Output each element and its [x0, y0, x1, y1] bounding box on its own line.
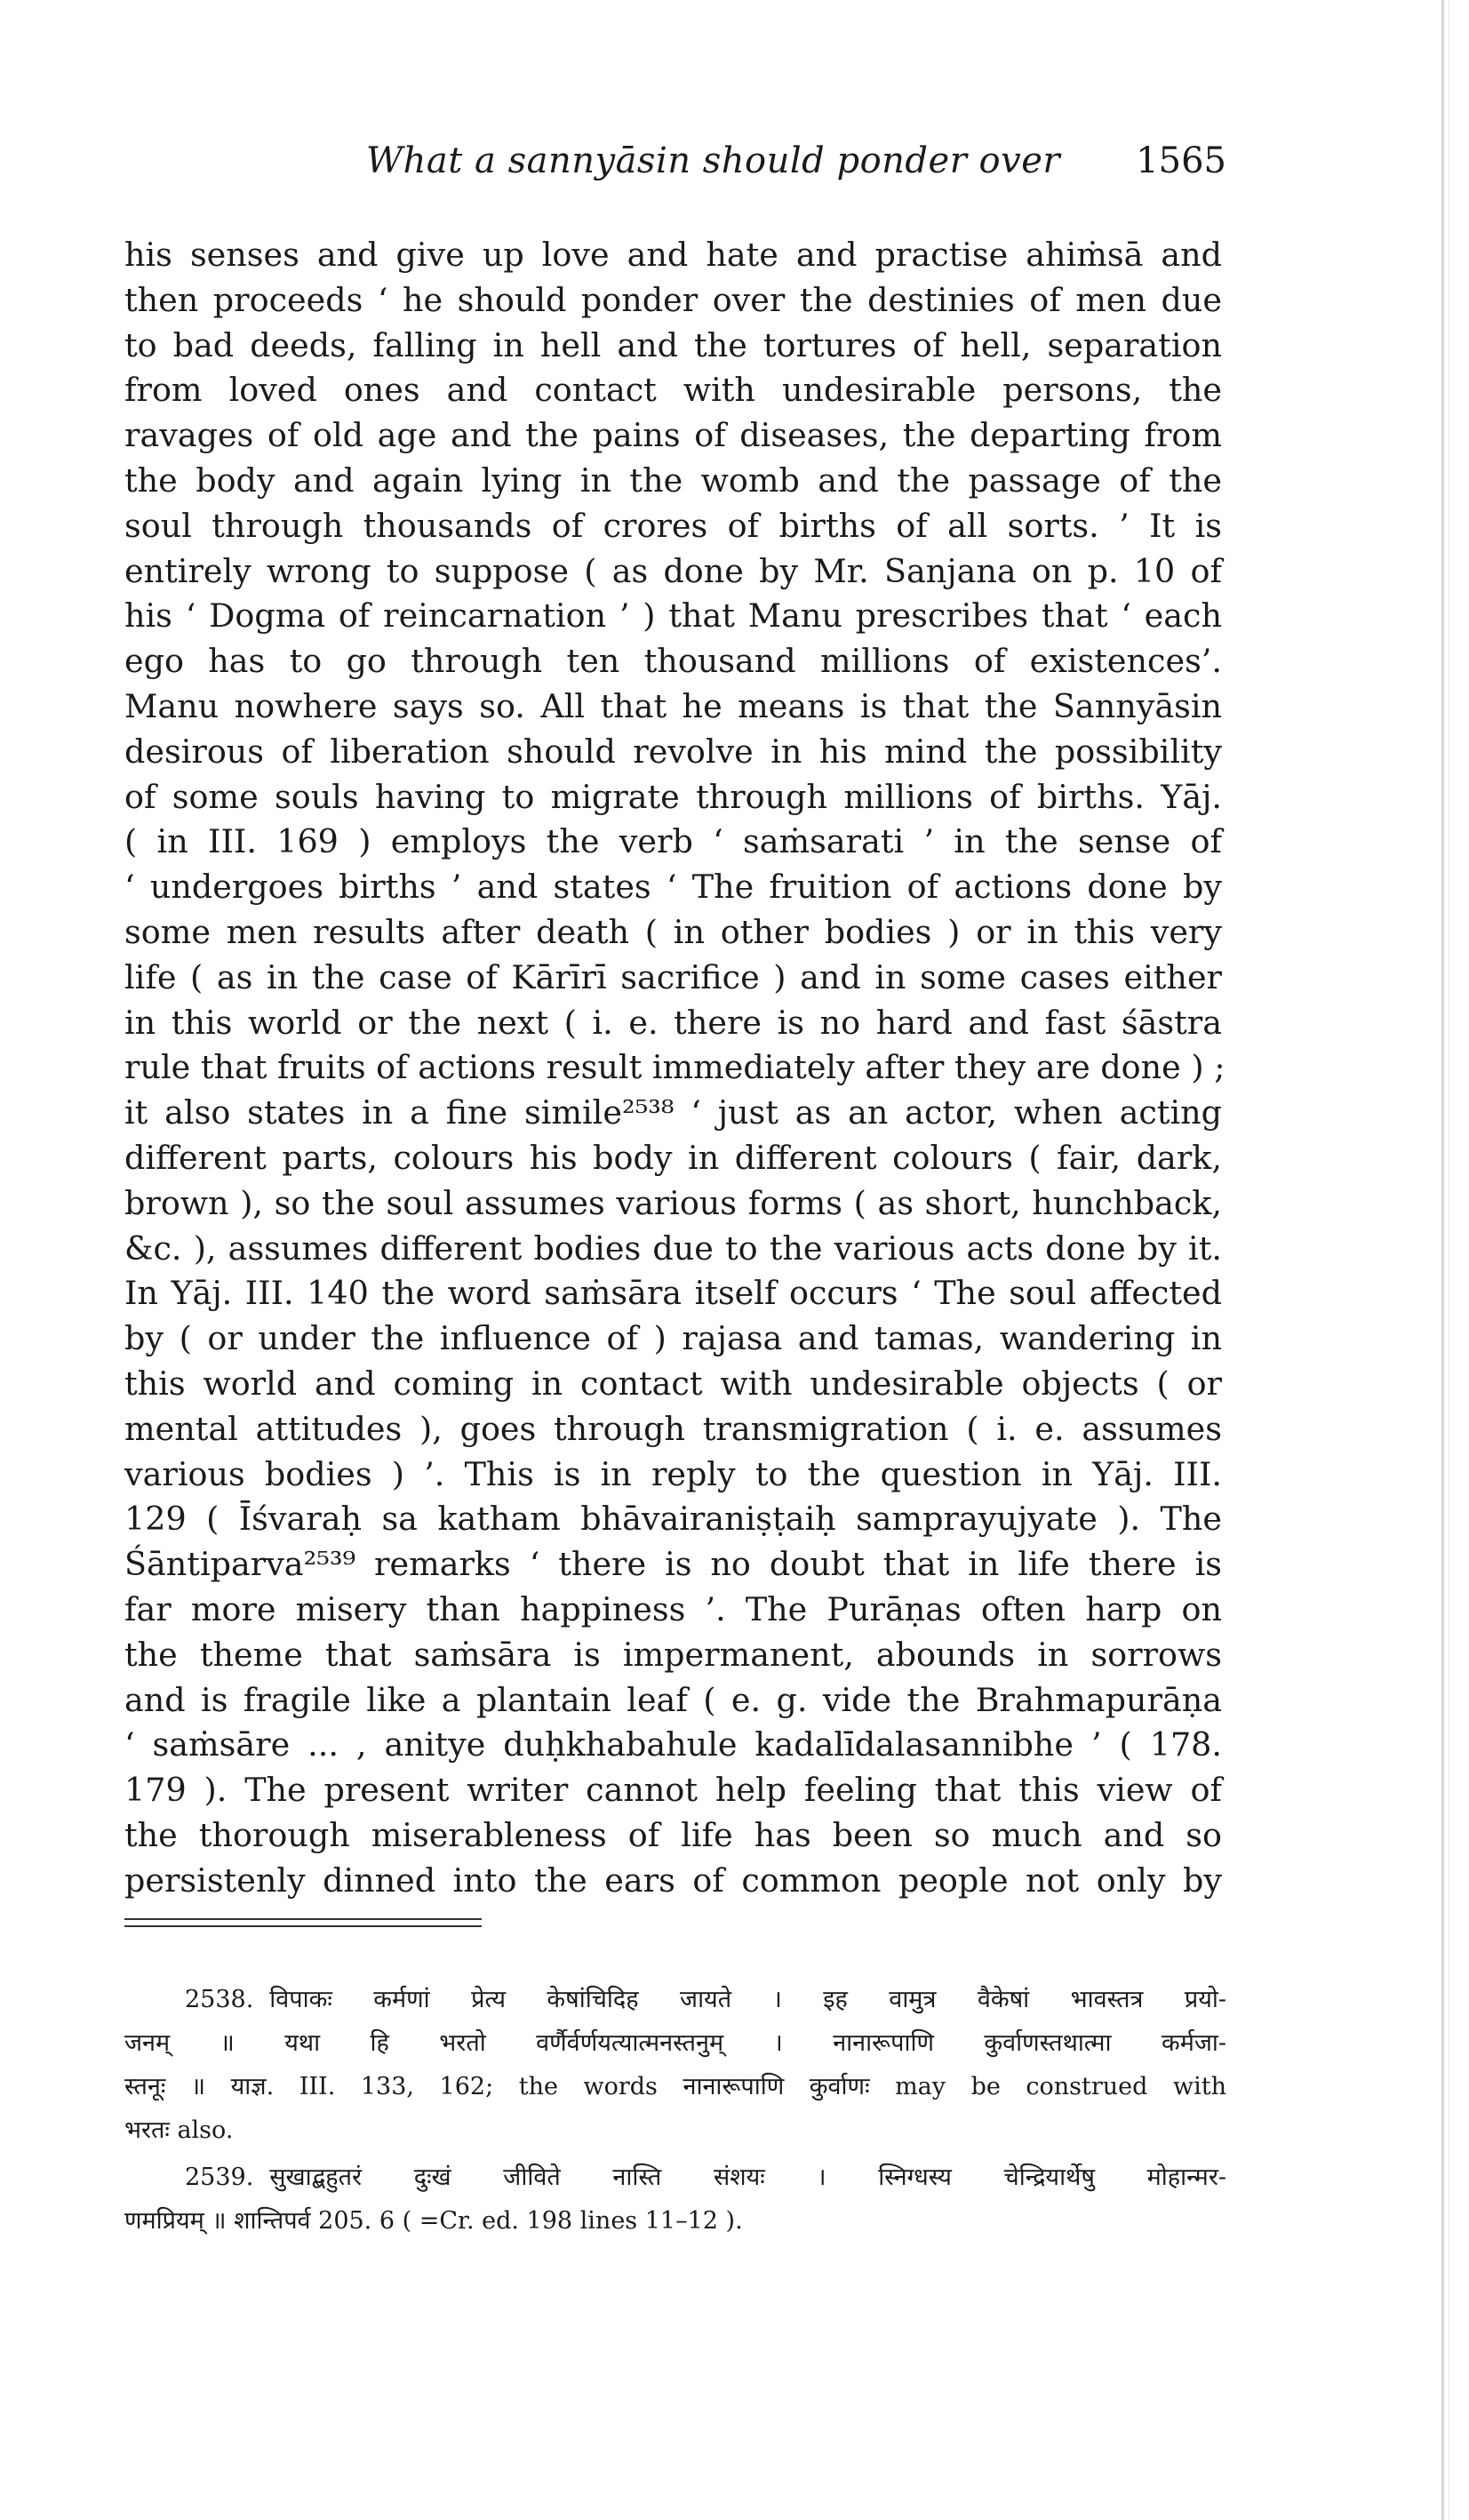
body-line: soul through thousands of crores of births of all sorts. ’ It is: [124, 506, 1222, 545]
body-line: far more misery than happiness ’. The Purāṇas often harp on: [124, 1589, 1222, 1628]
body-line: this world and coming in contact with undesirable objects ( or: [124, 1364, 1222, 1403]
body-line: to bad deeds, falling in hell and the tortures of hell, separation: [124, 325, 1222, 364]
body-line: the theme that saṁsāra is impermanent, abounds in sorrows: [124, 1635, 1222, 1674]
page-edge-line: [1441, 0, 1444, 2520]
body-line: the body and again lying in the womb and the passage of the: [124, 460, 1222, 500]
body-line: various bodies ) ’. This is in reply to the question in Yāj. III.: [124, 1454, 1222, 1493]
body-line: Śāntiparva²⁵³⁹ remarks ‘ there is no doubt that in life there is: [124, 1545, 1222, 1584]
body-text: [124, 233, 1225, 1903]
body-line: ‘ saṁsāre ... , anitye duḥkhabahule kadalīdalasannibhe ’ ( 178.: [124, 1725, 1222, 1764]
body-line: rule that fruits of actions result immediately after they are done ) ;: [124, 1048, 1225, 1087]
footnote: [124, 2156, 1226, 2243]
footnote-text: स्तनूः ॥ याज्ञ. III. 133, 162; the words नानारूपाणि कुर्वाणः may be construed with: [124, 2073, 1226, 2100]
footnote: [124, 1978, 1226, 2152]
body-line: desirous of liberation should revolve in his mind the possibility: [124, 732, 1222, 771]
footnotes: [124, 1978, 1226, 2246]
body-line: ego has to go through ten thousand millions of existences’.: [124, 642, 1222, 681]
body-line: ( in III. 169 ) employs the verb ‘ saṁsarati ’ in the sense of: [124, 822, 1222, 861]
footnote-line: [124, 2156, 1226, 2199]
page-number: 1565: [1136, 140, 1226, 181]
body-line: and is fragile like a plantain leaf ( e. g. vide the Brahmapurāṇa: [124, 1680, 1222, 1719]
body-line: Manu nowhere says so. All that he means is that the Sannyāsin: [124, 686, 1222, 725]
footnote-text: णमप्रियम् ॥ शान्तिपर्व 205. 6 ( =Cr. ed. 198 lines 11–12 ).: [124, 2207, 743, 2235]
body-line: then proceeds ‘ he should ponder over the destinies of men due: [124, 280, 1222, 319]
body-line: ravages of old age and the pains of diseases, the departing from: [124, 416, 1222, 455]
body-line: from loved ones and contact with undesirable persons, the: [124, 371, 1222, 410]
body-line: in this world or the next ( i. e. there is no hard and fast śāstra: [124, 1003, 1222, 1042]
body-line: brown ), so the soul assumes various forms ( as short, hunchback,: [124, 1183, 1222, 1222]
body-line: it also states in a fine simile²⁵³⁸ ‘ just as an actor, when acting: [124, 1093, 1222, 1132]
body-line: entirely wrong to suppose ( as done by Mr. Sanjana on p. 10 of: [124, 551, 1222, 590]
footnote-separator-rule: [124, 1918, 482, 1924]
footnote-line: [124, 2199, 1226, 2243]
footnote-number: 2539.: [185, 2164, 254, 2191]
footnote-line: [124, 1978, 1226, 2021]
body-line: &c. ), assumes different bodies due to the various acts done by it.: [124, 1228, 1222, 1268]
body-line: of some souls having to migrate through millions of births. Yāj.: [124, 777, 1222, 816]
body-line: mental attitudes ), goes through transmigration ( i. e. assumes: [124, 1409, 1222, 1448]
body-line: his senses and give up love and hate and practise ahiṁsā and: [124, 236, 1222, 274]
footnote-text: सुखाद्बहुतरं दुःखं जीविते नास्ति संशयः । स्निग्धस्य चेन्द्रियार्थेषु मोहान्मर-: [269, 2164, 1226, 2191]
body-line: life ( as in the case of Kārīrī sacrifice ) and in some cases either: [124, 957, 1222, 996]
body-line: ‘ undergoes births ’ and states ‘ The fruition of actions done by: [124, 868, 1222, 907]
footnote-line: [124, 2021, 1226, 2065]
body-line: persistenly dinned into the ears of common people not only by: [124, 1860, 1222, 1900]
body-line: by ( or under the influence of ) rajasa and tamas, wandering in: [124, 1319, 1222, 1358]
footnote-number: 2538.: [185, 1986, 254, 2013]
body-line: In Yāj. III. 140 the word saṁsāra itself occurs ‘ The soul affected: [124, 1274, 1222, 1313]
footnote-line: [124, 2065, 1226, 2108]
body-line: some men results after death ( in other bodies ) or in this very: [124, 912, 1222, 951]
body-line: 129 ( Īśvaraḥ sa katham bhāvairaniṣṭaiḥ samprayujyate ). The: [124, 1500, 1222, 1539]
page-header: [133, 140, 1226, 194]
body-line: his ‘ Dogma of reincarnation ’ ) that Manu prescribes that ‘ each: [124, 596, 1222, 636]
body-line: the thorough miserableness of life has been so much and so: [124, 1815, 1222, 1854]
running-head: What a sannyāsin should ponder over: [366, 140, 1060, 181]
footnote-text: विपाकः कर्मणां प्रेत्य केषांचिदिह जायते । इह वामुत्र वैकेषां भावस्तत्र प्रयो-: [269, 1986, 1226, 2013]
body-line: 179 ). The present writer cannot help feeling that this view of: [124, 1771, 1222, 1810]
body-line: different parts, colours his body in different colours ( fair, dark,: [124, 1138, 1222, 1177]
footnote-line: [124, 2108, 1226, 2152]
footnote-text: जनम् ॥ यथा हि भरतो वर्णैर्वर्णयत्यात्मनस्तनुम् । नानारूपाणि कुर्वाणस्तथात्मा कर्मजा-: [124, 2029, 1226, 2057]
footnote-text: भरतः also.: [124, 2116, 234, 2144]
